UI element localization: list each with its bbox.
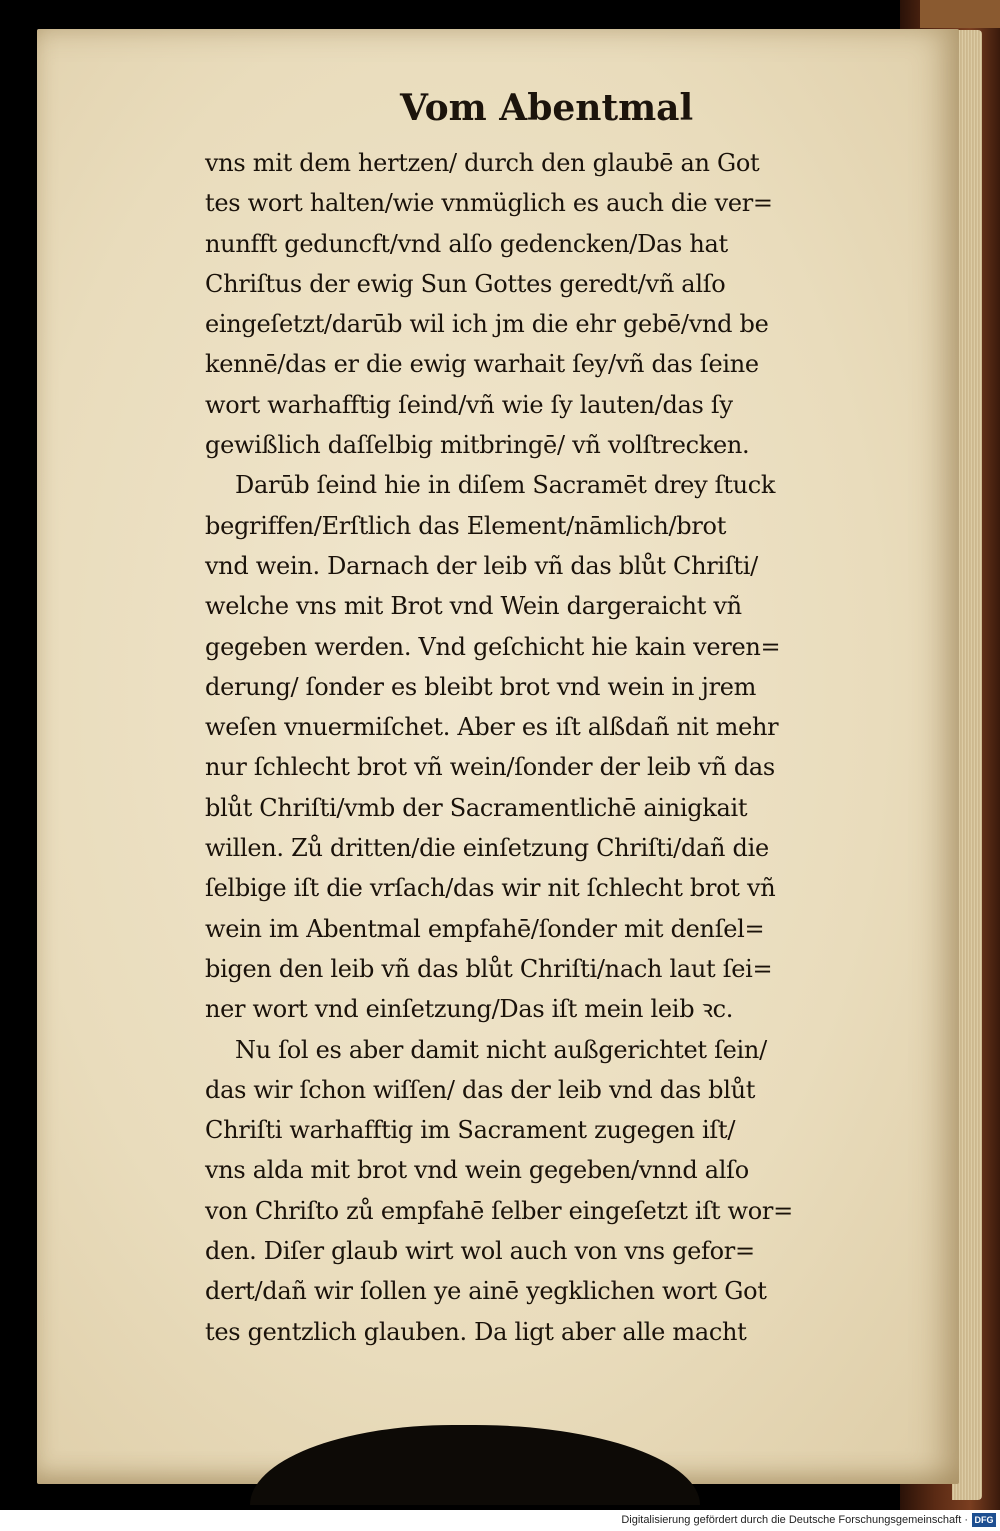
text-line: kennē/das er die ewig warhait ſey/vñ das ſeine [205, 350, 759, 379]
text-line: eingeſetzt/darūb wil ich jm die ehr gebē/vnd be [205, 310, 769, 339]
text-line: willen. Zů dritten/die einſetzung Chriſti/dañ die [205, 834, 769, 863]
text-line: Chriſti warhafftig im Sacrament zugegen iſt/ [205, 1116, 736, 1145]
text-line: ner wort vnd einſetzung/Das iſt mein leib ꝛc. [205, 995, 734, 1024]
paragraph-1 [205, 143, 925, 465]
text-line: Nu ſol es aber damit nicht außgerichtet ſein/ [235, 1035, 767, 1064]
text-line: welche vns mit Brot vnd Wein dargeraicht vñ [205, 592, 742, 621]
text-line: den. Diſer glaub wirt wol auch von vns gefor= [205, 1237, 755, 1266]
text-line: Darūb ſeind hie in diſem Sacramēt drey ſtuck [235, 471, 776, 500]
digitization-footer [0, 1510, 1000, 1531]
dfg-logo-icon: DFG [972, 1513, 996, 1527]
text-line: gegeben werden. Vnd geſchicht hie kain veren= [205, 632, 781, 661]
funding-credit: Digitalisierung gefördert durch die Deutsche Forschungsgemeinschaft · [621, 1514, 968, 1526]
text-line: vns alda mit brot vnd wein gegeben/vnnd alſo [205, 1156, 749, 1185]
text-line: nur ſchlecht brot vñ wein/ſonder der leib vñ das [205, 753, 775, 782]
text-line: Chriſtus der ewig Sun Gottes geredt/vñ alſo [205, 269, 726, 298]
text-line: tes gentzlich glauben. Da ligt aber alle macht [205, 1317, 747, 1346]
text-line: tes wort halten/wie vnmüglich es auch die ver= [205, 189, 773, 218]
paragraph-2 [205, 465, 925, 1029]
text-line: von Chriſto zů empfahē ſelber eingeſetzt iſt wor= [205, 1196, 793, 1225]
paragraph-3 [205, 1030, 925, 1352]
text-line: wort warhafftig ſeind/vñ wie ſy lauten/das ſy [205, 390, 733, 419]
text-line: ſelbige iſt die vrſach/das wir nit ſchlecht brot vñ [205, 874, 776, 903]
text-line: weſen vnuermiſchet. Aber es iſt alßdañ nit mehr [205, 713, 779, 742]
text-line: vns mit dem hertzen/ durch den glaubē an Got [205, 149, 760, 177]
text-line: derung/ ſonder es bleibt brot vnd wein in jrem [205, 672, 757, 701]
text-line: begriffen/Erſtlich das Element/nāmlich/brot [205, 511, 727, 540]
text-line: das wir ſchon wiſſen/ das der leib vnd das blůt [205, 1075, 756, 1104]
book-corner [920, 0, 1000, 28]
text-line: dert/dañ wir ſollen ye ainē yegklichen wort Got [205, 1277, 767, 1306]
text-line: vnd wein. Darnach der leib vñ das blůt Chriſti/ [205, 551, 758, 580]
text-line: nunfft geduncft/vnd alſo gedencken/Das hat [205, 229, 728, 258]
text-line: bigen den leib vñ das blůt Chriſti/nach laut ſei= [205, 954, 773, 983]
text-line: gewißlich daſſelbig mitbringē/ vñ volſtrecken. [205, 431, 750, 460]
body-text [205, 143, 925, 1352]
text-line: wein im Abentmal empfahē/ſonder mit denſel= [205, 914, 765, 943]
text-line: blůt Chriſti/vmb der Sacramentlichē ainigkait [205, 793, 748, 822]
running-title: Vom Abentmal [400, 87, 694, 129]
